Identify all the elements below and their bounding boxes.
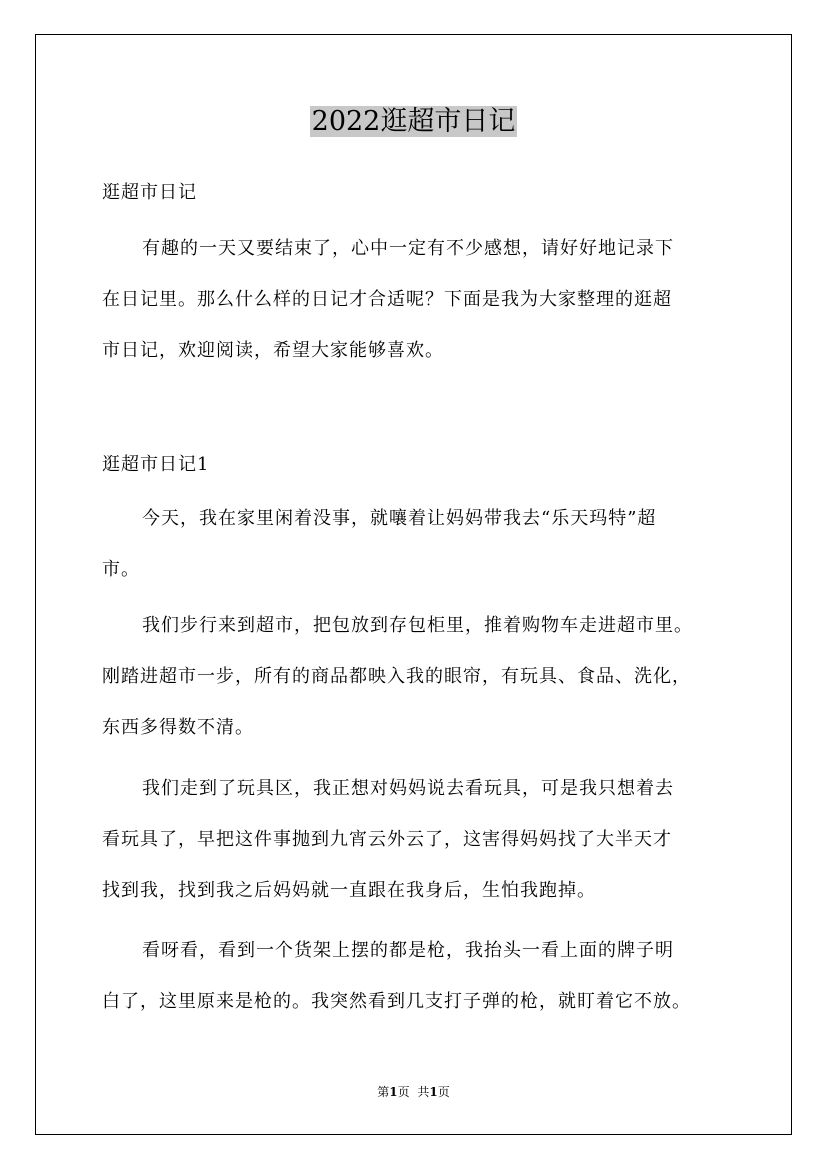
paragraph-line: 找到我，找到我之后妈妈就一直跟在我身后，生怕我跑掉。 <box>102 880 596 901</box>
intro-line: 市日记，欢迎阅读，希望大家能够喜欢。 <box>102 340 444 361</box>
paragraph-line: 刚踏进超市一步，所有的商品都映入我的眼帘，有玩具、食品、洗化， <box>102 666 691 687</box>
paragraph-line: 我们步行来到超市，把包放到存包柜里，推着购物车走进超市里。 <box>142 615 693 636</box>
paragraph-line: 看呀看，看到一个货架上摆的都是枪，我抬头一看上面的牌子明 <box>142 940 674 961</box>
total-pages: 1 <box>429 1085 438 1099</box>
subtitle <box>102 167 742 218</box>
paragraph-line: 我们走到了玩具区，我正想对妈妈说去看玩具，可是我只想着去 <box>142 778 674 799</box>
page-footer <box>0 1083 827 1101</box>
paragraph-4 <box>102 925 742 1027</box>
subtitle-text: 逛超市日记 <box>102 182 197 203</box>
document-title-text: 2022逛超市日记 <box>311 106 516 137</box>
total-suffix: 页 <box>437 1085 450 1099</box>
section-heading <box>102 439 742 490</box>
paragraph-2 <box>102 600 742 753</box>
total-prefix: 共 <box>417 1085 430 1099</box>
paragraph-line: 今天，我在家里闲着没事，就嚷着让妈妈带我去“乐天玛特”超 <box>142 508 657 529</box>
paragraph-line: 白了，这里原来是枪的。我突然看到几支打子弹的枪，就盯着它不放。 <box>102 991 691 1012</box>
page-number: 1 <box>389 1085 398 1099</box>
section-heading-text: 逛超市日记1 <box>102 454 210 475</box>
paragraph-line: 东西多得数不清。 <box>102 717 254 738</box>
paragraph-line: 看玩具了，早把这件事抛到九宵云外云了，这害得妈妈找了大半天才 <box>102 829 672 850</box>
page-suffix: 页 <box>397 1085 410 1099</box>
intro-line: 有趣的一天又要结束了，心中一定有不少感想，请好好地记录下 <box>142 238 674 259</box>
paragraph-3 <box>102 763 742 916</box>
intro-line: 在日记里。那么什么样的日记才合适呢？下面是我为大家整理的逛超 <box>102 289 672 310</box>
page-prefix: 第 <box>377 1085 390 1099</box>
intro-paragraph <box>102 223 742 376</box>
paragraph-line: 市。 <box>102 559 140 580</box>
paragraph-1 <box>102 493 742 595</box>
document-title <box>0 102 827 142</box>
